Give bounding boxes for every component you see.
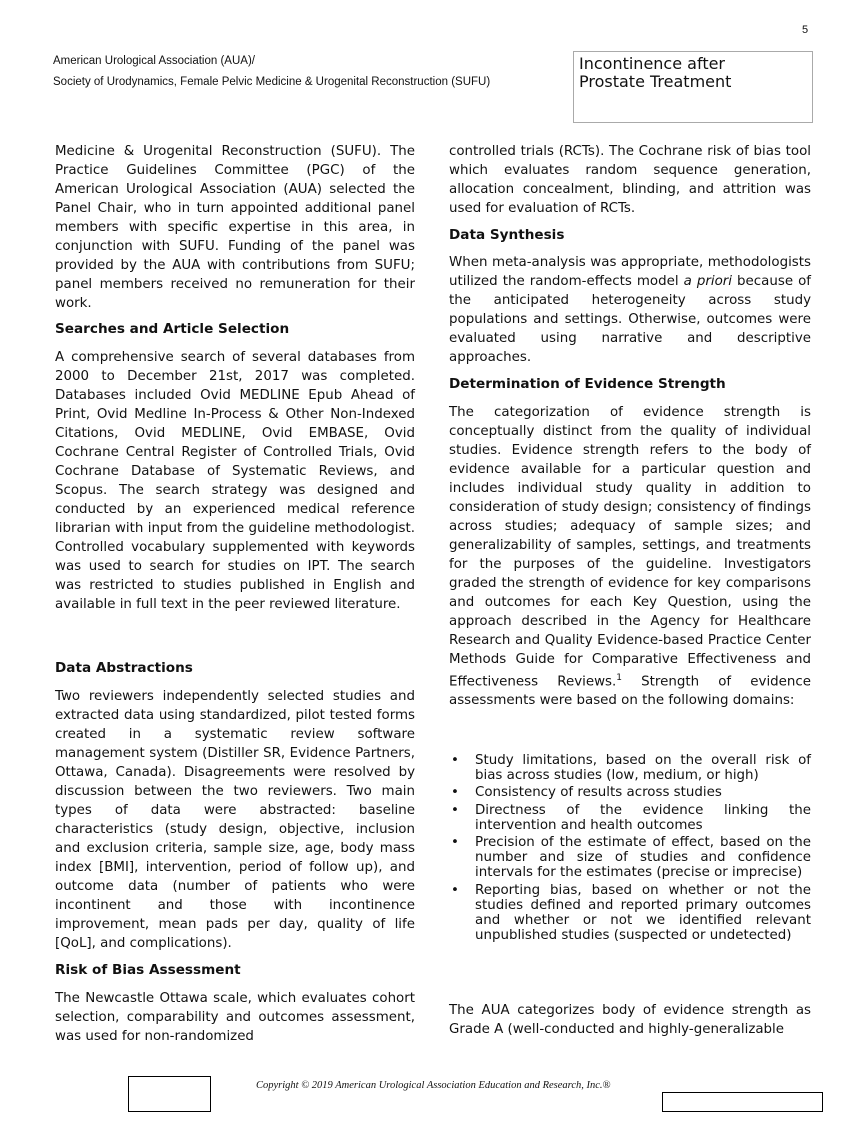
heading-searches: Searches and Article Selection (55, 321, 290, 337)
footer-box-right (662, 1092, 823, 1112)
evidence-strength-tail: Strength of evidence assessments were based on the following domains: (449, 674, 811, 709)
searches-paragraph: A comprehensive search of several databases from 2000 to December 21st, 2017 was completed. Databases included Ovid MEDLINE Epub Ahead of Print, Ovid Medline In-Process & Other Non-Indexed Citations, Ovid MEDLINE, Ovid EMBASE, Ovid Cochrane Central Register of Controlled Trials, Ovid Cochrane Database of Systematic Reviews, and Scopus. The search strategy was designed and conducted by an experienced medical reference librarian with input from the guideline methodologist. Controlled vocabulary supplemented with keywords was used to search for studies on IPT. The search was restricted to studies published in English and available in full text in the peer reviewed literature. (55, 350, 415, 612)
footer-box-left (128, 1076, 211, 1112)
header-title-box (573, 51, 813, 123)
heading-evidence-strength: Determination of Evidence Strength (449, 376, 726, 392)
list-item-text: Directness of the evidence linking the intervention and health outcomes (475, 802, 811, 833)
bullet-icon: • (451, 835, 459, 851)
list-item (449, 835, 811, 881)
list-item-text: Study limitations, based on the overall risk of bias across studies (low, medium, or high) (475, 753, 811, 784)
abstractions-paragraph: Two reviewers independently selected studies and extracted data using standardized, pilot tested forms created in a systematic review software management system (Distiller SR, Evidence Partners, Ottawa, Canada). Disagreements were resolved by discussion between the two reviewers. Two main types of data were abstracted: baseline characteristics (study design, objective, inclusion and exclusion criteria, sample size, age, body mass index [BMI], intervention, period of follow up), and outcome data (number of patients who were incontinent and those with incontinence improvement, mean pads per day, quality of life [QoL], and complications). (55, 689, 415, 951)
list-item (449, 753, 811, 783)
reference-superscript: 1 (616, 673, 622, 683)
domains-list (449, 753, 811, 945)
synthesis-text-b: because of the anticipated heterogeneity across study populations and settings. Otherwise, outcomes were evaluated using narrative and descriptive approaches. (449, 274, 812, 365)
list-item (449, 803, 811, 833)
heading-data-abstractions: Data Abstractions (55, 660, 193, 676)
synthesis-text-a: When meta-analysis was appropriate, methodologists utilized the random-effects model (449, 255, 811, 289)
page-number: 5 (802, 24, 809, 36)
heading-risk-of-bias: Risk of Bias Assessment (55, 962, 241, 978)
risk-of-bias-paragraph: The Newcastle Ottawa scale, which evaluates cohort selection, comparability and outcomes assessment, was used for non-randomized (55, 991, 415, 1044)
synthesis-paragraph (449, 253, 811, 367)
heading-data-synthesis: Data Synthesis (449, 227, 565, 243)
list-item (449, 883, 811, 944)
grade-paragraph: The AUA categorizes body of evidence strength as Grade A (well-conducted and highly-generalizable (449, 1003, 811, 1037)
list-item-text: Reporting bias, based on whether or not the studies defined and reported primary outcomes and whether or not we identified relevant unpublished studies (suspected or undetected) (475, 882, 811, 944)
list-item-text: Precision of the estimate of effect, based on the number and size of studies and confidence intervals for the estimates (precise or imprecise) (475, 835, 811, 881)
evidence-strength-paragraph (449, 403, 811, 710)
synthesis-emphasis: a priori (683, 274, 732, 289)
bullet-icon: • (451, 802, 459, 818)
bullet-icon: • (451, 785, 459, 801)
intro-paragraph: Medicine & Urogenital Reconstruction (SUFU). The Practice Guidelines Committee (PGC) of the American Urological Association (AUA) selected the Panel Chair, who in turn appointed additional panel members with specific expertise in this area, in conjunction with SUFU. Funding of the panel was provided by the AUA with contributions from SUFU; panel members received no remuneration for their work. (55, 144, 415, 311)
evidence-strength-text: The categorization of evidence strength is conceptually distinct from the quality of individual studies. Evidence strength refers to the body of evidence available for a particular question and includes individual study quality in addition to consideration of study design; consistency of findings across studies; adequacy of sample sizes; and generalizability of samples, settings, and treatments for the purposes of the guideline. Investigators graded the strength of evidence for key comparisons and outcomes for each Key Question, using the approach described in the Agency for Healthcare Research and Quality Evidence-based Practice Center Methods Guide for Comparative Effectiveness and Effectiveness Reviews. (449, 405, 811, 690)
header-title-line1: Incontinence after (579, 54, 726, 73)
list-item-text: Consistency of results across studies (475, 785, 722, 801)
rct-paragraph: controlled trials (RCTs). The Cochrane risk of bias tool which evaluates random sequence generation, allocation concealment, blinding, and attrition was used for evaluation of RCTs. (449, 144, 811, 216)
header-org-line2: Society of Urodynamics, Female Pelvic Medicine & Urogenital Reconstruction (SUFU) (53, 76, 491, 88)
list-item (449, 785, 811, 800)
copyright-notice: Copyright © 2019 American Urological Association Education and Research, Inc.® (256, 1080, 611, 1091)
header-title-line2: Prostate Treatment (579, 72, 732, 91)
bullet-icon: • (451, 882, 459, 898)
header-org-line1: American Urological Association (AUA)/ (53, 55, 255, 67)
bullet-icon: • (451, 753, 459, 768)
